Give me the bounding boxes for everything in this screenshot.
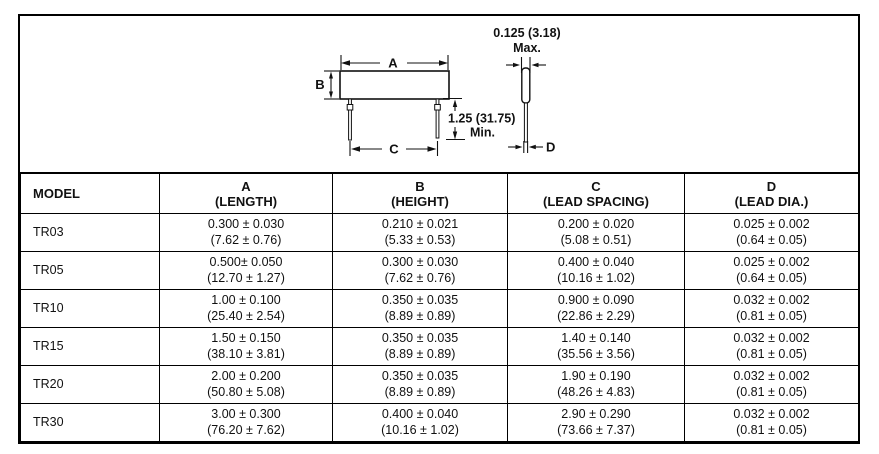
value-mm: (5.08 ± 0.51) <box>560 232 632 247</box>
value-mm: (0.64 ± 0.05) <box>736 270 807 285</box>
dimension-drawing <box>300 16 572 168</box>
component-body-front <box>340 71 449 99</box>
value-mm: (5.33 ± 0.53) <box>384 232 456 247</box>
cell-d <box>685 366 859 404</box>
header-model: MODEL <box>21 173 160 214</box>
value-mm: (10.16 ± 1.02) <box>381 422 459 437</box>
component-body-side <box>522 68 530 103</box>
cell-model: TR30 <box>21 404 160 442</box>
cell-b <box>333 366 508 404</box>
lead-side <box>524 103 527 142</box>
cell-model: TR15 <box>21 328 160 366</box>
package-outline-diagram <box>300 16 572 168</box>
dim-c-label: C <box>389 141 399 157</box>
value-inches: 2.00 ± 0.200 <box>211 369 281 383</box>
cell-a <box>160 366 333 404</box>
cell-a <box>160 404 333 442</box>
cell-d <box>685 404 859 442</box>
value-inches: 1.50 ± 0.150 <box>211 331 281 345</box>
cell-d <box>685 252 859 290</box>
value-mm: (38.10 ± 3.81) <box>207 346 285 361</box>
cell-b <box>333 290 508 328</box>
datasheet-frame <box>18 14 860 444</box>
value-inches: 0.032 ± 0.002 <box>733 407 810 421</box>
value-mm: (8.89 ± 0.89) <box>384 384 456 399</box>
value-mm: (35.56 ± 3.56) <box>557 346 635 361</box>
header-col-c <box>508 173 685 214</box>
cell-a <box>160 290 333 328</box>
value-inches: 0.300 ± 0.030 <box>381 255 459 269</box>
cell-d <box>685 214 859 252</box>
value-mm: (0.81 ± 0.05) <box>736 346 807 361</box>
value-mm: (0.81 ± 0.05) <box>736 384 807 399</box>
cell-c <box>508 366 685 404</box>
value-mm: (8.89 ± 0.89) <box>384 346 456 361</box>
dim-d-label: D <box>546 139 556 155</box>
value-inches: 0.032 ± 0.002 <box>733 293 810 307</box>
table-header <box>21 173 859 214</box>
cell-c <box>508 328 685 366</box>
dim-min-length-qualifier: Min. <box>470 125 495 140</box>
header-col-a <box>160 173 333 214</box>
header-col-c-letter: C <box>591 178 601 194</box>
dim-max-width-qualifier: Max. <box>513 41 541 55</box>
value-mm: (25.40 ± 2.54) <box>207 308 285 323</box>
cell-b <box>333 328 508 366</box>
value-inches: 0.400 ± 0.040 <box>557 255 635 269</box>
value-mm: (12.70 ± 1.27) <box>207 270 285 285</box>
value-inches: 0.025 ± 0.002 <box>733 217 810 231</box>
table-body <box>21 214 859 442</box>
cell-model: TR10 <box>21 290 160 328</box>
value-inches: 3.00 ± 0.300 <box>211 407 281 421</box>
header-col-c-label: (LEAD SPACING) <box>543 193 649 209</box>
cell-c <box>508 290 685 328</box>
cell-d <box>685 290 859 328</box>
cell-a <box>160 328 333 366</box>
value-mm: (73.66 ± 7.37) <box>557 422 635 437</box>
value-inches: 0.200 ± 0.020 <box>557 217 635 231</box>
cell-b <box>333 252 508 290</box>
cell-c <box>508 252 685 290</box>
cell-c <box>508 214 685 252</box>
header-col-d-letter: D <box>766 178 777 194</box>
value-mm: (50.80 ± 5.08) <box>207 384 285 399</box>
value-inches: 0.350 ± 0.035 <box>381 331 459 345</box>
value-inches: 0.900 ± 0.090 <box>557 293 635 307</box>
table-row <box>21 404 859 442</box>
dim-a-label: A <box>388 55 398 71</box>
dim-max-width-value: 0.125 (3.18) <box>493 26 561 40</box>
header-col-d-label: (LEAD DIA.) <box>734 193 809 209</box>
value-inches: 1.40 ± 0.140 <box>561 331 631 345</box>
table-row <box>21 328 859 366</box>
value-inches: 0.400 ± 0.040 <box>381 407 459 421</box>
dim-d-group <box>508 141 543 153</box>
value-inches: 0.500± 0.050 <box>209 255 283 269</box>
cell-b <box>333 404 508 442</box>
value-inches: 0.032 ± 0.002 <box>733 369 810 383</box>
value-mm: (0.64 ± 0.05) <box>736 232 807 247</box>
cell-d <box>685 328 859 366</box>
value-mm: (48.26 ± 4.83) <box>557 384 635 399</box>
value-mm: (10.16 ± 1.02) <box>557 270 635 285</box>
table-row <box>21 366 859 404</box>
header-col-a-label: (LENGTH) <box>214 193 278 209</box>
header-col-a-letter: A <box>241 178 251 194</box>
dim-min-length-value: 1.25 (31.75) <box>448 111 516 126</box>
value-mm: (7.62 ± 0.76) <box>384 270 456 285</box>
cell-model: TR03 <box>21 214 160 252</box>
value-inches: 0.350 ± 0.035 <box>381 293 459 307</box>
dim-b-label: B <box>315 77 325 92</box>
lead-right <box>435 99 441 138</box>
dimensions-table <box>20 172 859 442</box>
value-inches: 1.90 ± 0.190 <box>561 369 631 383</box>
value-mm: (7.62 ± 0.76) <box>210 232 282 247</box>
cell-model: TR05 <box>21 252 160 290</box>
table-row <box>21 252 859 290</box>
header-row <box>21 173 859 214</box>
value-inches: 1.00 ± 0.100 <box>211 293 281 307</box>
table-row <box>21 290 859 328</box>
header-col-b <box>333 173 508 214</box>
value-inches: 2.90 ± 0.290 <box>561 407 631 421</box>
cell-b <box>333 214 508 252</box>
value-mm: (76.20 ± 7.62) <box>207 422 285 437</box>
header-col-b-letter: B <box>415 178 425 194</box>
cell-a <box>160 252 333 290</box>
value-mm: (8.89 ± 0.89) <box>384 308 456 323</box>
cell-c <box>508 404 685 442</box>
value-mm: (22.86 ± 2.29) <box>557 308 635 323</box>
table-row <box>21 214 859 252</box>
value-mm: (0.81 ± 0.05) <box>736 308 807 323</box>
value-inches: 0.032 ± 0.002 <box>733 331 810 345</box>
value-inches: 0.210 ± 0.021 <box>381 217 459 231</box>
dim-b-group <box>324 71 339 99</box>
value-inches: 0.350 ± 0.035 <box>381 369 459 383</box>
header-col-b-label: (HEIGHT) <box>391 193 449 209</box>
cell-model: TR20 <box>21 366 160 404</box>
value-inches: 0.025 ± 0.002 <box>733 255 810 269</box>
cell-a <box>160 214 333 252</box>
value-mm: (0.81 ± 0.05) <box>736 422 807 437</box>
header-col-d <box>685 173 859 214</box>
value-inches: 0.300 ± 0.030 <box>207 217 285 231</box>
lead-left <box>347 99 353 140</box>
